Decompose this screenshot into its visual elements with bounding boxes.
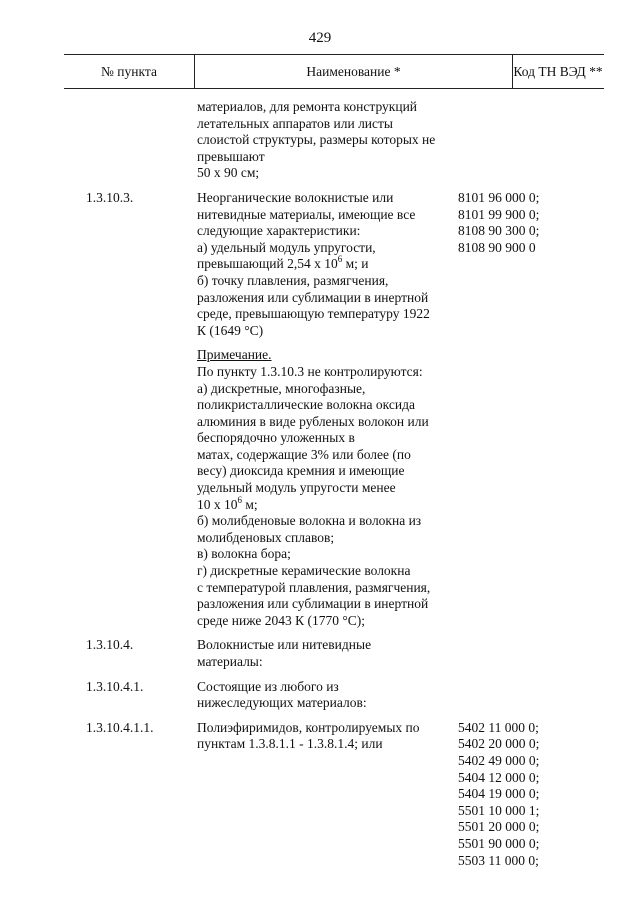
page-number: 429 — [308, 30, 332, 46]
text-line: нижеследующих материалов: — [197, 695, 367, 711]
text-line: весу) диоксида кремния и имеющие — [197, 463, 405, 479]
row-number: 1.3.10.4.1. — [86, 678, 144, 694]
tnved-code: 5402 11 000 0; — [458, 719, 539, 735]
row-codes — [458, 190, 588, 256]
row-description — [197, 190, 447, 339]
superscript: 6 — [337, 254, 343, 265]
text-line: материалов, для ремонта конструкций — [197, 99, 418, 114]
text-line: удельный модуль упругости менее — [197, 480, 396, 496]
tnved-code: 5503 11 000 0; — [458, 852, 539, 868]
text-line: Волокнистые или нитевидные — [197, 637, 372, 653]
tnved-code: 5501 20 000 0; — [458, 819, 540, 835]
text-line: следующие характеристики: — [197, 223, 361, 239]
text-line: среде, превышающую температуру 1922 — [197, 306, 430, 322]
text-line: нитевидные материалы, имеющие все — [197, 206, 416, 222]
text-line: б) точку плавления, размягчения, — [197, 272, 389, 288]
text-fragment: м; и — [342, 256, 369, 272]
text-line: б) молибденовые волокна и волокна из — [197, 513, 422, 529]
text-fragment: превышающий 2,54 x 10 — [197, 256, 338, 272]
text-line: летательных аппаратов или листы — [197, 115, 393, 131]
table-body — [0, 99, 640, 868]
table-row-note — [0, 347, 640, 629]
tnved-code: 5402 49 000 0; — [458, 752, 540, 768]
table-row-continuation — [0, 99, 640, 182]
tnved-code: 8108 90 300 0; — [458, 223, 540, 239]
table-header — [64, 54, 604, 89]
text-line: матах, содержащие 3% или более (по — [197, 446, 411, 462]
row-number: 1.3.10.4.1.1. — [86, 719, 154, 735]
text-line: поликристаллические волокна оксида — [197, 397, 415, 413]
header-item-name: Наименование * — [194, 55, 513, 88]
row-description — [197, 720, 447, 753]
table-row-1-3-10-4 — [0, 637, 640, 670]
text-line: К (1649 °С) — [197, 322, 264, 338]
row-description — [197, 637, 447, 670]
note-block — [197, 347, 447, 629]
text-line: 50 x 90 см; — [197, 165, 260, 181]
row-number: 1.3.10.3. — [86, 189, 134, 205]
table-row-1-3-10-4-1 — [0, 679, 640, 712]
row-description — [197, 99, 447, 182]
tnved-code: 5501 90 000 0; — [458, 835, 540, 851]
text-line: алюминия в виде рубленых волокон или — [197, 413, 429, 429]
text-line: г) дискретные керамические волокна — [197, 563, 411, 579]
text-line — [197, 256, 447, 273]
text-line: в) волокна бора; — [197, 546, 291, 562]
text-line — [197, 494, 447, 514]
tnved-code: 5501 10 000 1; — [458, 802, 540, 818]
header-item-number: № пункта — [101, 64, 157, 79]
text-line: а) удельный модуль упругости, — [197, 239, 376, 255]
text-line: беспорядочно уложенных в — [197, 430, 355, 446]
text-line: Состоящие из любого из — [197, 678, 339, 694]
text-line: пунктам 1.3.8.1.1 - 1.3.8.1.4; или — [197, 736, 383, 752]
tnved-code: 8108 90 900 0 — [458, 239, 536, 255]
table-row-1-3-10-3 — [0, 190, 640, 339]
text-fragment: м; — [242, 496, 258, 512]
superscript: 6 — [237, 494, 242, 505]
row-number: 1.3.10.4. — [86, 637, 134, 653]
text-line: разложения или сублимации в инертной — [197, 596, 429, 612]
text-fragment: 10 x 10 — [197, 496, 238, 512]
tnved-code: 8101 96 000 0; — [458, 189, 540, 205]
tnved-code: 5404 19 000 0; — [458, 786, 540, 802]
text-line: молибденовых сплавов; — [197, 529, 335, 545]
text-line: среде ниже 2043 К (1770 °С); — [197, 612, 366, 628]
tnved-code: 5402 20 000 0; — [458, 736, 540, 752]
note-title: Примечание. — [197, 347, 272, 363]
text-line: с температурой плавления, размягчения, — [197, 579, 431, 595]
text-line: а) дискретные, многофазные, — [197, 380, 366, 396]
row-codes — [458, 720, 588, 869]
text-line: превышают — [197, 148, 265, 164]
text-line: Полиэфиримидов, контролируемых по — [197, 719, 420, 735]
text-line: слоистой структуры, размеры которых не — [197, 132, 436, 148]
text-line: разложения или сублимации в инертной — [197, 289, 429, 305]
text-line: Неорганические волокнистые или — [197, 189, 394, 205]
row-description — [197, 679, 447, 712]
tnved-code: 8101 99 900 0; — [458, 206, 540, 222]
text-line: По пункту 1.3.10.3 не контролируются: — [197, 363, 423, 379]
table-row-1-3-10-4-1-1 — [0, 719, 640, 868]
text-line: материалы: — [197, 654, 263, 669]
tnved-code: 5404 12 000 0; — [458, 769, 540, 785]
header-item-code: Код ТН ВЭД ** — [513, 64, 603, 79]
